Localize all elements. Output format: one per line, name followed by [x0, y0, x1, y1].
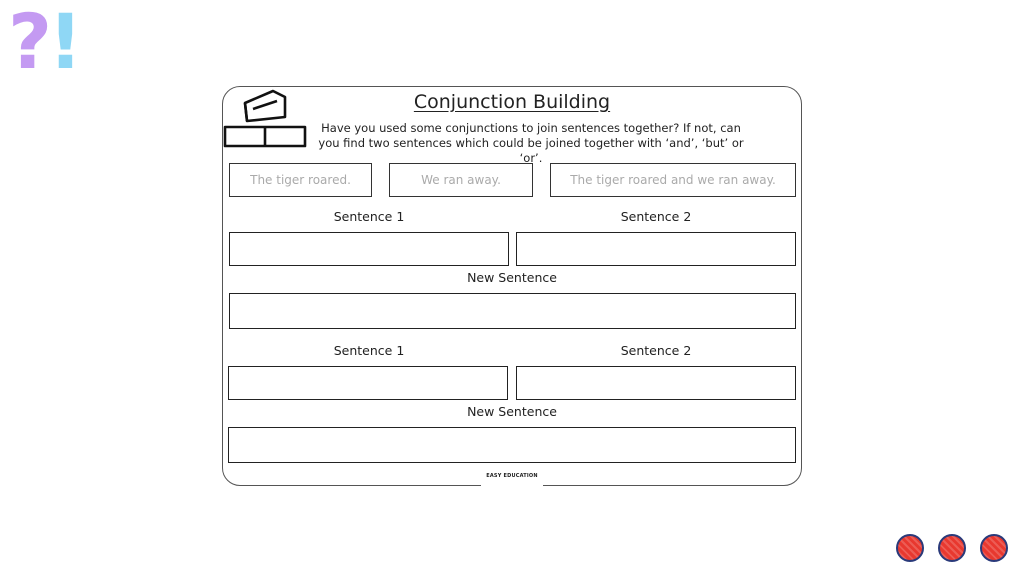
- logo-text: EASY EDUCATION: [486, 473, 538, 479]
- nav-dot-1[interactable]: [896, 534, 924, 562]
- worksheet-card: [222, 86, 802, 486]
- sentence-2-label: Sentence 2: [620, 343, 692, 358]
- new-sentence-field[interactable]: [228, 427, 796, 463]
- corner-logo: [8, 0, 83, 86]
- new-sentence-label: New Sentence: [467, 404, 557, 419]
- sentence-1-field[interactable]: [229, 232, 509, 266]
- exclamation-mark-icon: !: [48, 0, 83, 86]
- nav-dot-2[interactable]: [938, 534, 966, 562]
- sentence-2-field[interactable]: [516, 366, 796, 400]
- sentence-1-label: Sentence 1: [333, 209, 405, 224]
- example-box-new-sentence: The tiger roared and we ran away.: [550, 163, 796, 197]
- nav-dot-3[interactable]: [980, 534, 1008, 562]
- sentence-2-label: Sentence 2: [620, 209, 692, 224]
- sentence-1-label: Sentence 1: [333, 343, 405, 358]
- sentence-1-field[interactable]: [228, 366, 508, 400]
- easy-education-logo: [481, 471, 543, 493]
- new-sentence-field[interactable]: [229, 293, 796, 329]
- question-mark-icon: ?: [8, 0, 53, 86]
- worksheet-instructions: Have you used some conjunctions to join sentences together? If not, can you find two sentences which could be joined together with ‘and’, ‘but’ or ‘or’.: [318, 121, 744, 165]
- sentence-2-field[interactable]: [516, 232, 796, 266]
- new-sentence-label: New Sentence: [467, 270, 557, 285]
- navigation-dots: [896, 534, 1008, 562]
- example-box-sentence-1: The tiger roared.: [229, 163, 372, 197]
- example-box-sentence-2: We ran away.: [389, 163, 533, 197]
- worksheet-title: Conjunction Building: [413, 91, 611, 113]
